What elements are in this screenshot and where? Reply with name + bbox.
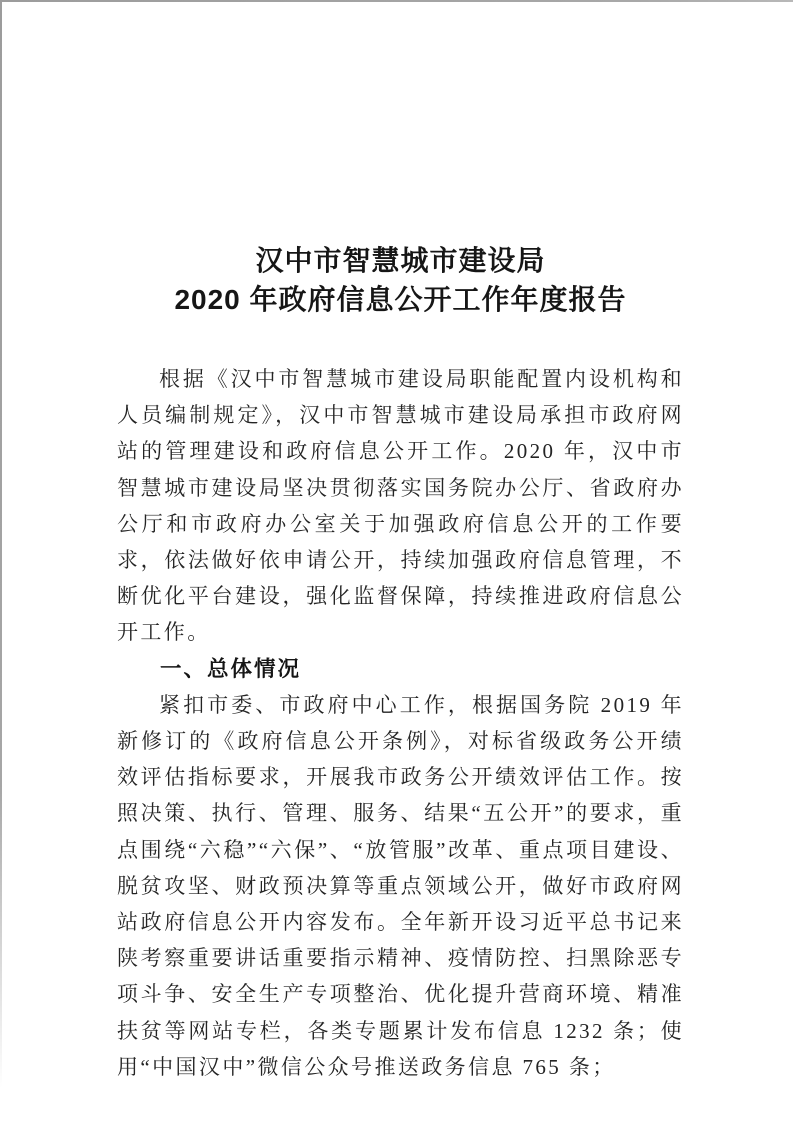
section-1-heading: 一、总体情况 xyxy=(160,656,302,681)
document-title-line-1: 汉中市智慧城市建设局 xyxy=(255,245,546,276)
section-1-paragraph: 紧扣市委、市政府中心工作，根据国务院 2019 年新修订的《政府信息公开条例》，对标省级政务公开绩效评估指标要求，开展我市政务公开绩效评估工作。按照决策、执行、管理、服务、结果“五公开”的要求，重点围绕“六稳”“六保”、“放管服”改革、重点项目建设、脱贫攻坚、财政预决算等重点领域公开，做好市政府网站政府信息公开内容发布。全年新开设习近平总书记来陕考察重要讲话重要指示精神、疫情防控、扫黑除恶专项斗争、安全生产专项整治、优化提升营商环境、精准扶贫等网站专栏，各类专题累计发布信息 1232 条；使用“中国汉中”微信公众号推送政务信息 765 条； xyxy=(117,692,684,1079)
intro-paragraph: 根据《汉中市智慧城市建设局职能配置内设机构和人员编制规定》，汉中市智慧城市建设局承担市政府网站的管理建设和政府信息公开工作。2020 年，汉中市智慧城市建设局坚决贯彻落实国务院办公厅、省政府办公厅和市政府办公室关于加强政府信息公开的工作要求，依法做好依申请公开，持续加强政府信息管理，不断优化平台建设，强化监督保障，持续推进政府信息公开工作。 xyxy=(117,367,684,645)
page-top-edge xyxy=(0,0,793,2)
document-title-line-2: 2020 年政府信息公开工作年度报告 xyxy=(174,284,627,315)
document-title xyxy=(117,241,684,319)
page-left-edge xyxy=(0,0,2,1122)
